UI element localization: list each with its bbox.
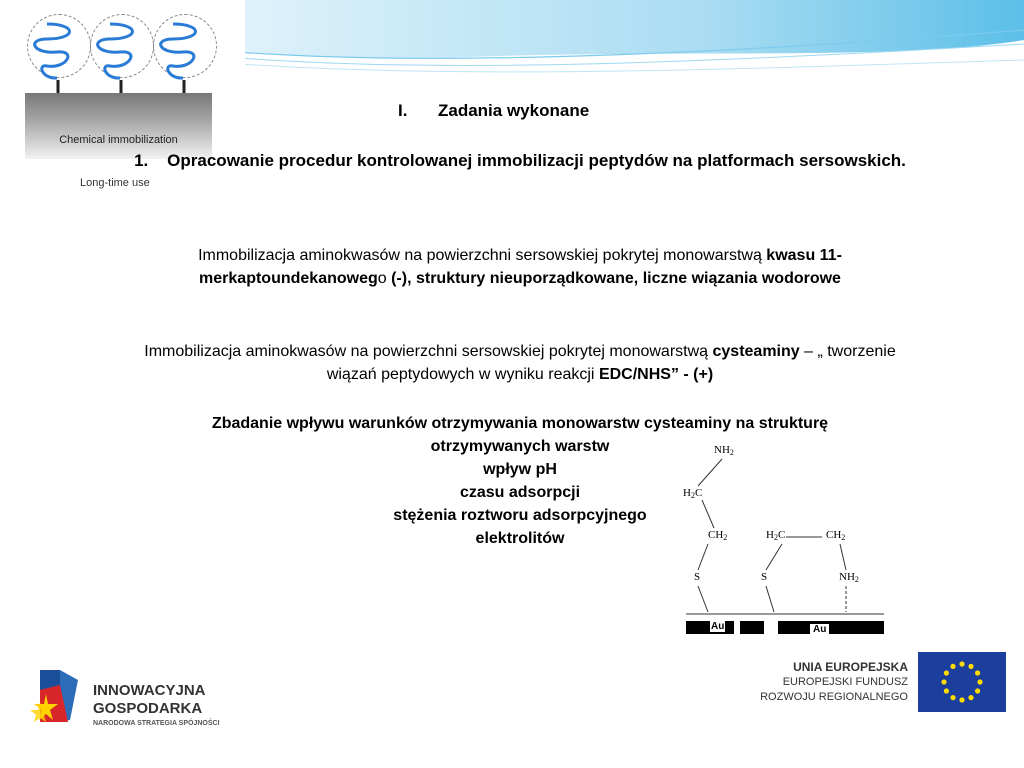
nh2-label: $NH_2$: [839, 571, 859, 584]
paragraph-line: Zbadanie wpływu warunków otrzymywania monowarstw cysteaminy na strukturę: [211, 415, 829, 432]
sulfur-label: S: [761, 571, 768, 583]
eu-line: EUROPEJSKI FUNDUSZ: [782, 676, 908, 688]
peptide-coil-icon: [27, 14, 217, 96]
list-item: stężenia roztworu adsorpcyjnego: [393, 507, 647, 524]
paragraph-bold: (-), struktury nieuporządkowane, liczne wiązania wodorowe: [386, 270, 841, 287]
paragraph-text: – „ tworzenie wiązań peptydowych w wyniku reakcji: [326, 343, 896, 383]
logo-title-2: GOSPODARKA: [93, 700, 203, 717]
figure-subcaption: Long-time use: [80, 177, 150, 189]
logo-subtitle: NARODOWA STRATEGIA SPÓJNOŚCI: [93, 720, 220, 727]
list-item: czasu adsorpcji: [459, 484, 581, 501]
ch2-label: $CH_2$: [826, 529, 846, 542]
h2c-label: $H_2C$: [766, 529, 786, 542]
eu-line: UNIA EUROPEJSKA: [793, 660, 908, 674]
paragraph-bold: cysteaminy: [712, 343, 800, 360]
subsection-title: Opracowanie procedur kontrolowanej immobilizacji peptydów na platformach sersowskich.: [167, 151, 906, 170]
paragraph-bold: kwasu 11-merkaptoundekanoweg: [199, 247, 842, 287]
subsection-heading: [120, 149, 920, 173]
paragraph-text: Immobilizacja aminokwasów na powierzchni sersowskiej pokrytej monowarstwą: [144, 343, 713, 360]
section-title: Zadania wykonane: [438, 101, 590, 120]
paragraph-cysteamine: [120, 340, 920, 386]
h2c-label: $H_2C$: [683, 487, 703, 500]
paragraph-text: o: [377, 270, 387, 287]
figure-caption: Chemical immobilization: [59, 134, 178, 146]
gold-label: Au: [711, 621, 725, 632]
innovative-economy-logo: [0, 634, 275, 768]
eu-logo-text: [740, 660, 908, 705]
ch2-label: $CH_2$: [708, 529, 728, 542]
eu-line: ROZWOJU REGIONALNEGO: [760, 691, 908, 703]
section-heading: [398, 101, 589, 121]
cysteamine-structure-diagram: [656, 440, 924, 636]
eu-flag-icon: [918, 652, 1006, 712]
nh2-label: $NH_2$: [714, 444, 734, 457]
list-item: wpływ pH: [483, 461, 557, 478]
subsection-number: 1.: [134, 151, 149, 170]
chemical-immobilization-figure: [0, 0, 245, 208]
sulfur-label: S: [694, 571, 701, 583]
list-item: elektrolitów: [475, 530, 565, 547]
structure-bonds: [656, 440, 924, 636]
logo-title-1: INNOWACYJNA: [93, 682, 206, 699]
paragraph-text: Immobilizacja aminokwasów na powierzchni sersowskiej pokrytej monowarstwą: [198, 247, 767, 264]
section-number: I.: [398, 101, 408, 120]
paragraph-bold: EDC/NHS” - (+): [598, 366, 714, 383]
paragraph-mua: [120, 244, 920, 290]
paragraph-line: otrzymywanych warstw: [430, 438, 610, 455]
gold-label: Au: [810, 624, 829, 635]
